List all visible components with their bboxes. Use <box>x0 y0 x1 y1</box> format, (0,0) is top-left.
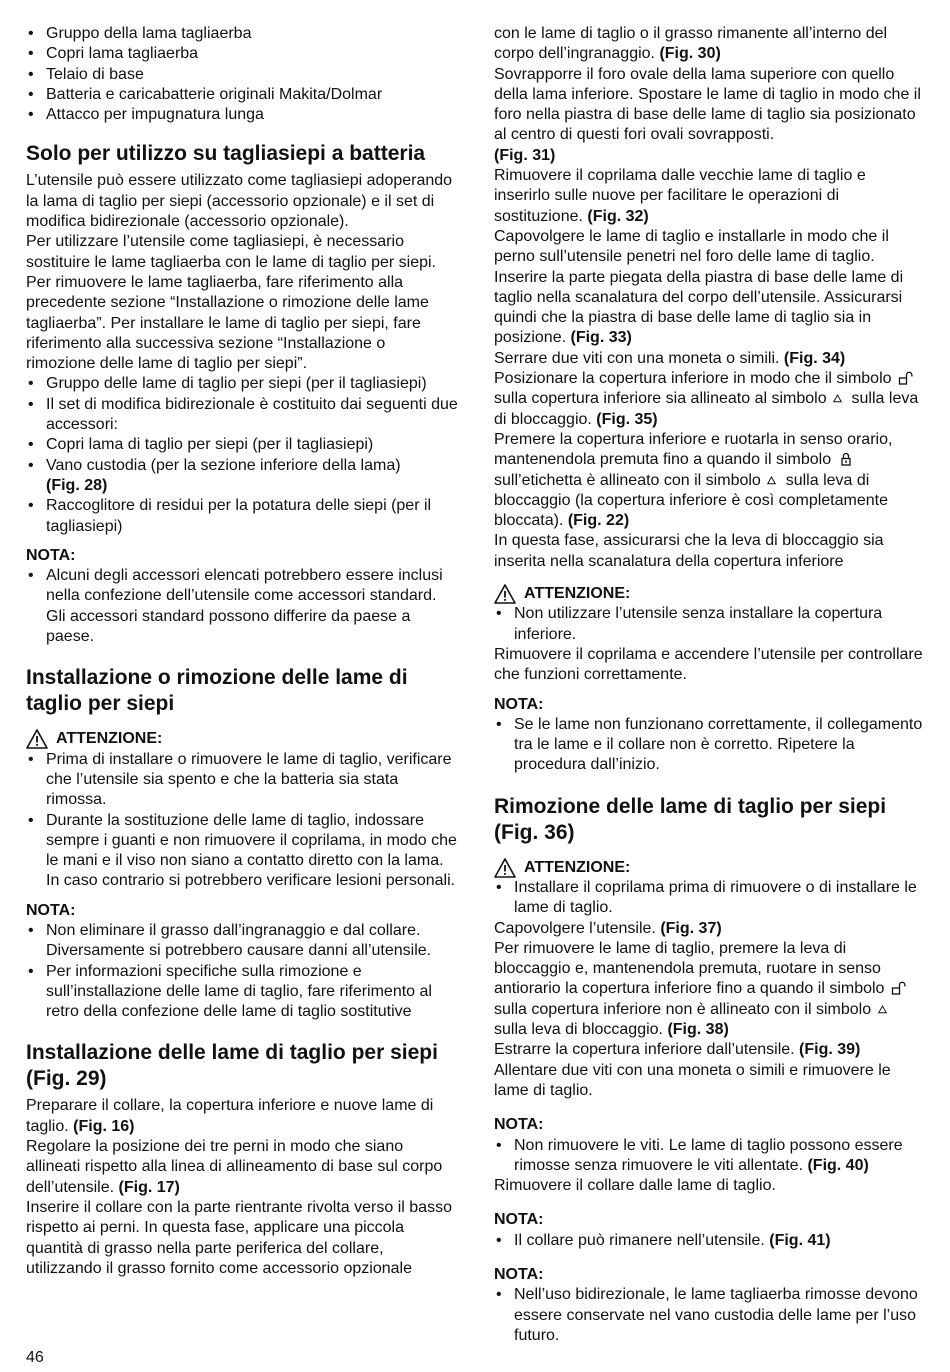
paragraph: con le lame di taglio o il grasso rimanente all’interno del corpo dell’ingranaggio. (Fig. 30) <box>494 25 888 63</box>
paragraph: Inserire il collare con la parte rientrante rivolta verso il basso rispetto ai perni. In questa fase, applicare una piccola quantità di grasso nella parte periferica del collare, utilizzando il grasso fornito come accessorio opzionale <box>26 1198 452 1277</box>
paragraph: Serrare due viti con una moneta o simili. (Fig. 34) <box>494 349 846 367</box>
paragraph: Regolare la posizione dei tre perni in modo che siano allineati rispetto alla linea di allineamento di base sul corpo dell’utensile. (Fig. 17) <box>26 1138 443 1196</box>
warning-triangle-icon <box>494 584 516 604</box>
list-item: • Telaio di base <box>26 65 458 85</box>
note-label: NOTA: <box>26 901 76 919</box>
paragraph: Sovrapporre il foro ovale della lama superiore con quello della lama inferiore. Spostare le lame di taglio in modo che il foro nella piastra di base delle lame di taglio sia posizionato al centro di questi fori ovali sovrapposti. (Fig. 31) <box>494 65 921 164</box>
caution-label: ATTENZIONE: <box>26 729 458 749</box>
paragraph: Capovolgere le lame di taglio e installarle in modo che il perno sull’utensile penetri nel foro delle lame di taglio. Inserire la parte piegata della piastra di base delle lame di taglio nella scanalatura del corpo dell’utensile. Assicurarsi quindi che la piastra di base delle lame di taglio sia in posizione. (Fig. 33) <box>494 227 904 347</box>
note-list <box>26 921 458 1022</box>
paragraph: Posizionare la copertura inferiore in modo che il simbolo sulla copertura inferiore sia allineato al simbolo sulla leva di bloccaggio. (Fig. 35) <box>494 370 919 428</box>
fig-ref: (Fig. 38) <box>667 1021 729 1039</box>
list-item: • Raccoglitore di residui per la potatura delle siepi (per il tagliasiepi) <box>26 496 458 537</box>
paragraph: Capovolgere l’utensile. (Fig. 37) <box>494 919 722 937</box>
note-list <box>494 715 924 776</box>
list-item: • Non eliminare il grasso dall’ingranaggio e dal collare. Diversamente si potrebbero causare danni all’utensile. <box>26 921 458 962</box>
fig-ref: (Fig. 31) <box>494 146 556 164</box>
lock-padlock-icon <box>838 451 854 467</box>
fig-ref: (Fig. 39) <box>799 1041 861 1059</box>
note-label: NOTA: <box>26 546 76 564</box>
list-item: • Non utilizzare l’utensile senza installare la copertura inferiore. <box>494 604 924 645</box>
fig-ref: (Fig. 22) <box>567 512 630 530</box>
fig-ref: (Fig. 16) <box>73 1117 135 1135</box>
hedge-accessory-list <box>26 374 458 536</box>
list-item: • Per informazioni specifiche sulla rimozione e sull’installazione delle lame di taglio, fare riferimento al retro della confezione delle lame di taglio sostitutive <box>26 962 458 1023</box>
note-list <box>26 566 458 647</box>
fig-ref: (Fig. 28) <box>46 476 108 494</box>
kit-contents-list <box>26 24 458 125</box>
alignment-triangle-icon <box>833 390 845 406</box>
section-heading-install: Installazione delle lame di taglio per siepi (Fig. 29) <box>26 1041 438 1091</box>
list-item: • Vano custodia (per la sezione inferiore della lama) (Fig. 28) <box>26 456 458 497</box>
paragraph: Rimuovere il coprilama dalle vecchie lame di taglio e inserirlo sulle nuove per facilitare le operazioni di sostituzione. (Fig. 32) <box>494 167 866 225</box>
paragraph: Rimuovere il collare dalle lame di taglio. <box>494 1177 776 1195</box>
fig-ref: (Fig. 33) <box>570 329 632 347</box>
fig-ref: (Fig. 35) <box>596 410 658 428</box>
fig-ref: (Fig. 37) <box>660 919 722 937</box>
warning-triangle-icon <box>26 729 48 749</box>
caution-list <box>494 878 924 919</box>
section-heading-hedge-trimmer: Solo per utilizzo su tagliasiepi a batteria <box>26 142 426 166</box>
note-list <box>494 1231 924 1251</box>
alignment-triangle-icon <box>878 1001 890 1017</box>
paragraph: Allentare due viti con una moneta o simili e rimuovere le lame di taglio. <box>494 1061 891 1099</box>
fig-ref: (Fig. 17) <box>118 1178 180 1196</box>
note-label: NOTA: <box>494 695 544 713</box>
paragraph: Per rimuovere le lame di taglio, premere la leva di bloccaggio e, mantenendola premuta, ruotare in senso antiorario la copertura inferiore fino a quando il simbolo sulla copertura inferiore non è allineato con il simbolo sulla leva di bloccaggio. (Fig. 38) <box>494 939 924 1040</box>
list-item: • Durante la sostituzione delle lame di taglio, indossare sempre i guanti e non rimuovere il coprilama, in modo che le mani e il viso non siano a contatto diretto con la lama. In caso contrario si potrebbero verificare lesioni personali. <box>26 811 458 892</box>
paragraph: Per utilizzare l’utensile come tagliasiepi, è necessario sostituire le lame tagliaerba con le lame di taglio per siepi. Per rimuovere le lame tagliaerba, fare riferimento alla precedente sezione “Installazione o rimozione delle lame tagliaerba”. Per installare le lame di taglio per siepi, fare riferimento alla successiva sezione “Installazione o rimozione delle lame di taglio per siepi”. <box>26 233 436 373</box>
list-item: • Alcuni degli accessori elencati potrebbero essere inclusi nella confezione dell’utensile come accessori standard. Gli accessori standard possono differire da paese a paese. <box>26 566 458 647</box>
list-item: • Installare il coprilama prima di rimuovere o di installare le lame di taglio. <box>494 878 924 919</box>
list-item: • Prima di installare o rimuovere le lame di taglio, verificare che l’utensile sia spento e che la batteria sia stata rimossa. <box>26 750 458 811</box>
fig-ref: (Fig. 40) <box>807 1156 869 1174</box>
warning-triangle-icon <box>494 858 516 878</box>
list-item: • Attacco per impugnatura lunga <box>26 105 458 125</box>
note-label: NOTA: <box>494 1116 544 1134</box>
paragraph: Estrarre la copertura inferiore dall’utensile. (Fig. 39) <box>494 1041 861 1059</box>
note-label: NOTA: <box>494 1211 544 1229</box>
note-label: NOTA: <box>494 1266 544 1284</box>
caution-label: ATTENZIONE: <box>494 858 924 878</box>
unlock-padlock-icon <box>898 370 914 386</box>
list-item: • Gruppo delle lame di taglio per siepi (per il tagliasiepi) <box>26 374 458 394</box>
paragraph: Preparare il collare, la copertura inferiore e nuove lame di taglio. (Fig. 16) <box>26 1097 434 1135</box>
unlock-padlock-icon <box>891 980 907 996</box>
paragraph: L’utensile può essere utilizzato come tagliasiepi adoperando la lama di taglio per siepi (accessorio opzionale) e il set di modifica bidirezionale (accessorio opzionale). <box>26 172 453 231</box>
fig-ref: (Fig. 41) <box>769 1231 831 1249</box>
note-list <box>494 1136 924 1177</box>
section-heading-removal: Rimozione delle lame di taglio per siepi (Fig. 36) <box>494 794 887 844</box>
paragraph: In questa fase, assicurarsi che la leva di bloccaggio sia inserita nella scanalatura della copertura inferiore <box>494 532 884 570</box>
list-item: • Il set di modifica bidirezionale è costituito dai seguenti due accessori: <box>26 395 458 436</box>
caution-list <box>494 604 924 645</box>
note-list <box>494 1285 924 1346</box>
caution-label: ATTENZIONE: <box>494 584 924 604</box>
fig-ref: (Fig. 30) <box>659 45 721 63</box>
list-item: • Il collare può rimanere nell’utensile. (Fig. 41) <box>494 1231 924 1251</box>
page-number: 46 <box>26 1349 44 1366</box>
paragraph: Rimuovere il coprilama e accendere l’utensile per controllare che funzioni correttamente. <box>494 645 923 684</box>
list-item: • Non rimuovere le viti. Le lame di taglio possono essere rimosse senza rimuovere le viti allentate. (Fig. 40) <box>494 1136 924 1177</box>
right-column <box>494 24 924 1346</box>
caution-list <box>26 750 458 892</box>
list-item: • Se le lame non funzionano correttamente, il collegamento tra le lame e il collare non è corretto. Ripetere la procedura dall’inizio. <box>494 715 924 776</box>
list-item: • Batteria e caricabatterie originali Makita/Dolmar <box>26 85 458 105</box>
list-item: • Copri lama tagliaerba <box>26 44 458 64</box>
fig-ref: (Fig. 34) <box>783 349 846 367</box>
paragraph: Premere la copertura inferiore e ruotarla in senso orario, mantenendola premuta fino a quando il simbolo sull’etichetta è allineato con il simbolo sulla leva di bloccaggio (la copertura inferiore è così completamente bloccata). (Fig. 22) <box>494 430 893 530</box>
section-heading-install-remove: Installazione o rimozione delle lame di taglio per siepi <box>26 666 408 716</box>
list-item: • Gruppo della lama tagliaerba <box>26 24 458 44</box>
left-column <box>26 24 458 1279</box>
fig-ref: (Fig. 32) <box>587 207 649 225</box>
list-item: • Nell’uso bidirezionale, le lame tagliaerba rimosse devono essere conservate nel vano custodia delle lame per l’uso futuro. <box>494 1285 924 1346</box>
list-item: • Copri lama di taglio per siepi (per il tagliasiepi) <box>26 435 458 455</box>
alignment-triangle-icon <box>767 472 779 488</box>
